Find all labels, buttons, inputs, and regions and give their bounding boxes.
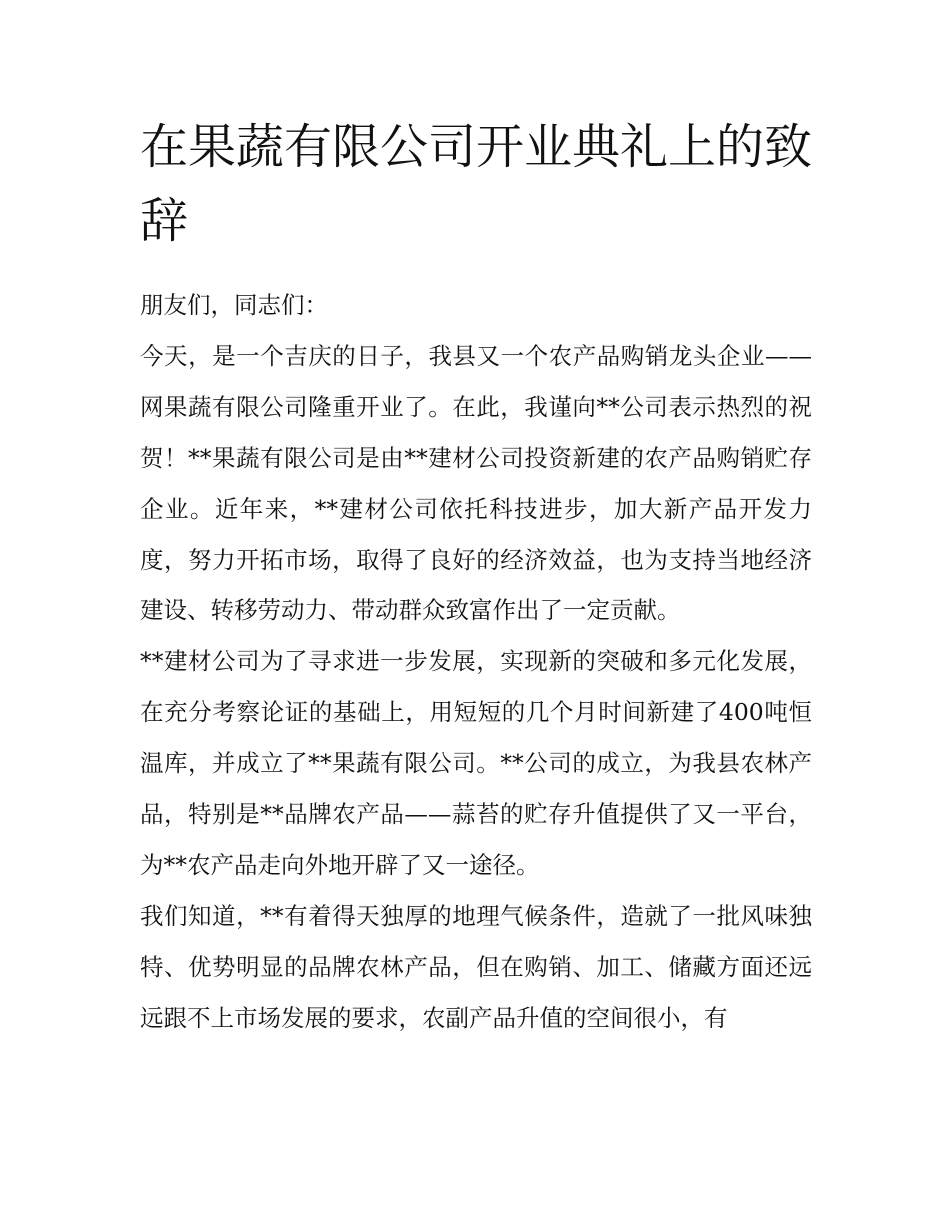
document-body bbox=[140, 280, 812, 1044]
salutation: 朋友们，同志们： bbox=[140, 291, 328, 319]
document-title: 在果蔬有限公司开业典礼上的致辞 bbox=[140, 119, 813, 249]
paragraph-3: 我们知道，**有着得天独厚的地理气候条件，造就了一批风味独特、优势明显的品牌农林产品，但在购销、加工、储藏方面还远远跟不上市场发展的要求，农副产品升值的空间很小，有 bbox=[140, 901, 812, 1032]
paragraph-2: **建材公司为了寻求进一步发展，实现新的突破和多元化发展，在充分考察论证的基础上，用短短的几个月时间新建了400吨恒温库，并成立了**果蔬有限公司。**公司的成立，为我县农林产品，特别是**品牌农产品——蒜苔的贮存升值提供了又一平台，为**农产品走向外地开辟了又一途径。 bbox=[140, 647, 812, 879]
paragraph-1: 今天，是一个吉庆的日子，我县又一个农产品购销龙头企业——网果蔬有限公司隆重开业了。在此，我谨向**公司表示热烈的祝贺！**果蔬有限公司是由**建材公司投资新建的农产品购销贮存企业。近年来，**建材公司依托科技进步，加大新产品开发力度，努力开拓市场，取得了良好的经济效益，也为支持当地经济建设、转移劳动力、带动群众致富作出了一定贡献。 bbox=[140, 341, 812, 625]
